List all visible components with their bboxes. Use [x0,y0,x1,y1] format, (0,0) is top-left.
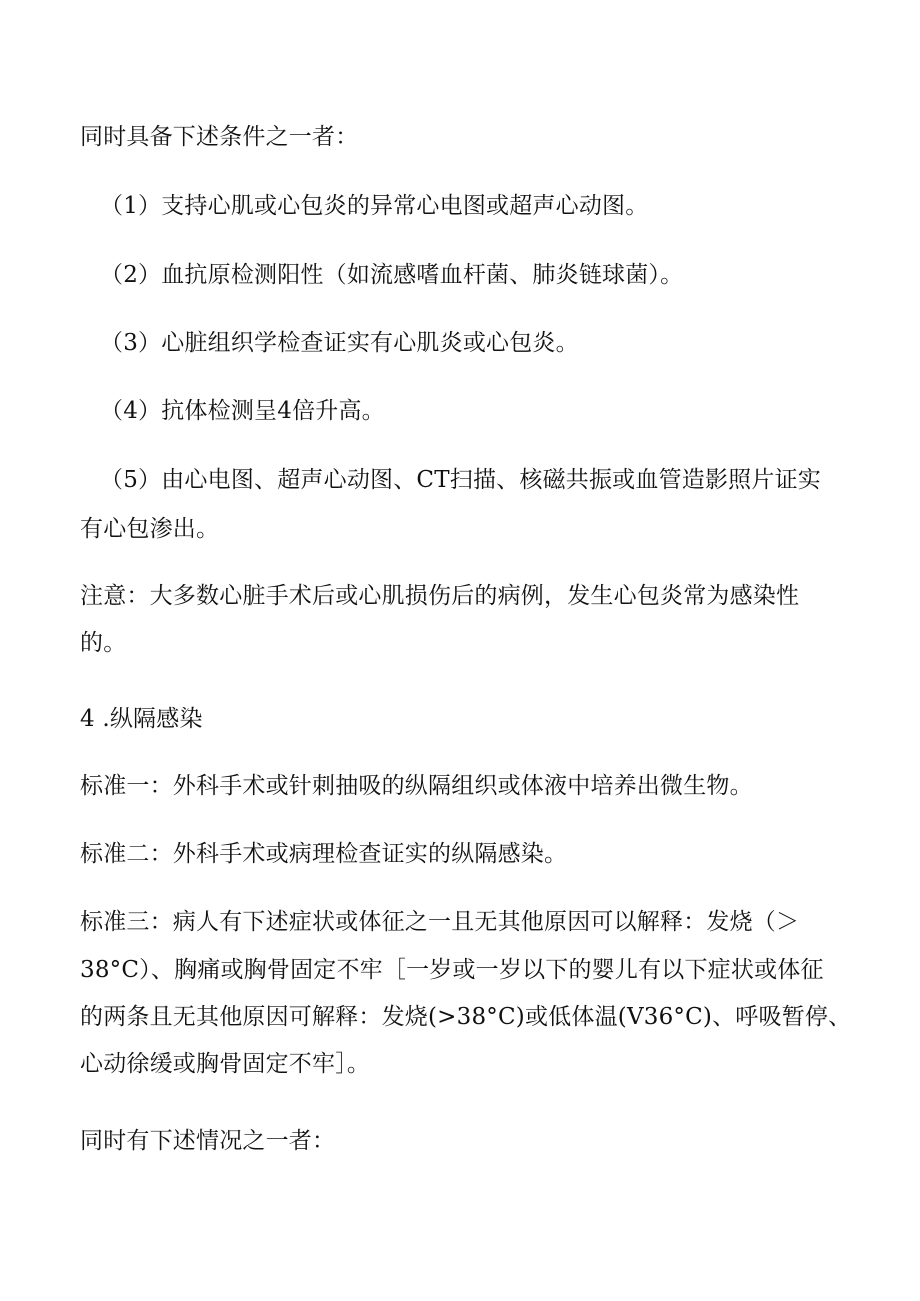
standard-one: 标准一：外科手术或针刺抽吸的纵隔组织或体液中培养出微生物。 [80,773,753,799]
note-line: 注意：大多数心脏手术后或心肌损伤后的病例，发生心包炎常为感染性 [80,583,800,609]
condition-item-3: （3）心脏组织学检查证实有心肌炎或心包炎。 [100,330,579,356]
condition-item-5: （5）由心电图、超声心动图、CT扫描、核磁共振或血管造影照片证实 [100,467,821,493]
condition-item-5-continuation: 有心包渗出。 [80,516,220,542]
condition-item-4: （4）抗体检测呈4倍升高。 [100,398,385,424]
standard-three-line-3: 的两条且无其他原因可解释：发烧(>38°C)或低体温(V36°C)、呼吸暂停、 [80,1004,852,1030]
note-continuation: 的。 [80,630,127,656]
condition-item-1: （1）支持心肌或心包炎的异常心电图或超声心动图。 [100,193,649,219]
standard-two: 标准二：外科手术或病理检查证实的纵隔感染。 [80,841,568,867]
condition-item-2: （2）血抗原检测阳性（如流感嗜血杆菌、肺炎链球菌）。 [100,262,684,288]
following-condition-line: 同时有下述情况之一者： [80,1128,336,1154]
section-heading-mediastinal-infection: 4 .纵隔感染 [80,706,203,732]
standard-three: 标准三：病人有下述症状或体征之一且无其他原因可以解释：发烧（＞ [80,909,800,935]
standard-three-line-2: 38°C）、胸痛或胸骨固定不牢［一岁或一岁以下的婴儿有以下症状或体征 [80,957,824,983]
standard-three-line-4: 心动徐缓或胸骨固定不牢］。 [80,1051,371,1077]
intro-condition-line: 同时具备下述条件之一者： [80,124,359,150]
